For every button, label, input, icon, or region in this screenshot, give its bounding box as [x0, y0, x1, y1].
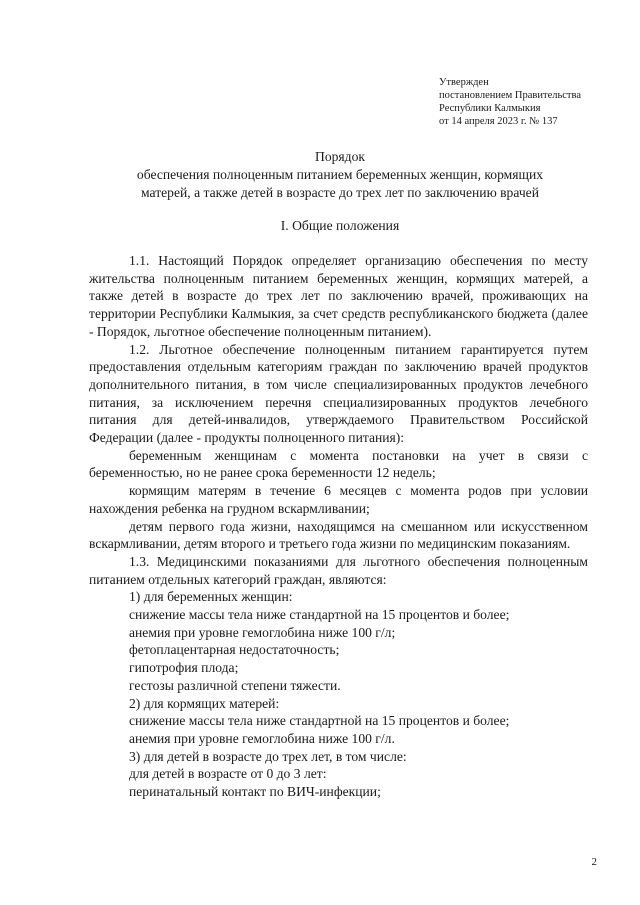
approval-line-1: Утвержден	[439, 77, 489, 88]
list-item: анемия при уровне гемоглобина ниже 100 г/л.	[129, 730, 395, 746]
list-item: гипотрофия плода;	[129, 660, 239, 676]
list-item: детям первого года жизни, находящимся на смешанном или искусственном вскармливании, детям второго и третьего года жизни по медицинским показаниям.	[89, 518, 588, 552]
list-item: 2) для кормящих матерей:	[129, 695, 280, 711]
list-item: снижение массы тела ниже стандартной на 15 процентов и более;	[129, 713, 510, 729]
document-title	[60, 148, 620, 202]
approval-line-4: от 14 апреля 2023 г. № 137	[439, 116, 558, 127]
approval-line-2: постановлением Правительства	[439, 90, 582, 101]
paragraph-1-1: 1.1. Настоящий Порядок определяет организацию обеспечения по месту жительства полноценным питанием беременных женщин, кормящих матерей, а также детей в возрасте до трех лет по заключению врачей, проживающих на территории Республики Калмыкия, за счет средств республиканского бюджета (далее - Порядок, льготное обеспечение полноценным питанием).	[89, 253, 588, 339]
list-item: кормящим матерям в течение 6 месяцев с момента родов при условии нахождения ребенка на грудном вскармливании;	[89, 483, 588, 516]
approval-line-3: Республики Калмыкия	[439, 103, 541, 114]
list-item: анемия при уровне гемоглобина ниже 100 г/л;	[129, 624, 396, 640]
list-item: снижение массы тела ниже стандартной на 15 процентов и более;	[129, 607, 510, 623]
list-item: гестозы различной степени тяжести.	[129, 677, 341, 693]
title-heading: Порядок	[315, 149, 365, 164]
list-item: 3) для детей в возрасте до трех лет, в том числе:	[129, 748, 407, 764]
section-heading: I. Общие положения	[280, 218, 400, 233]
title-line-2: матерей, а также детей в возрасте до трех лет по заключению врачей	[141, 185, 539, 200]
paragraph-1-2: 1.2. Льготное обеспечение полноценным питанием гарантируется путем предоставления отдельным категориям граждан по заключению врачей продуктов дополнительного питания, в том числе специализированных продуктов лечебного питания, за исключением перечня специализированных продуктов лечебного питания для детей-инвалидов, утверждаемого Правительством Российской Федерации (далее - продукты полноценного питания):	[89, 341, 588, 446]
paragraph-1-3: 1.3. Медицинскими показаниями для льготного обеспечения полноценным питанием отдельных категорий граждан, являются:	[89, 553, 588, 587]
title-line-1: обеспечения полноценным питанием беременных женщин, кормящих	[136, 167, 544, 182]
document-body	[89, 252, 588, 801]
list-item: перинатальный контакт по ВИЧ-инфекции;	[129, 784, 381, 800]
list-item: беременным женщинам с момента постановки на учет в связи с беременностью, но не ранее срока беременности 12 недель;	[89, 447, 588, 481]
approval-stamp	[439, 76, 629, 128]
page-number: 2	[591, 856, 597, 868]
list-item: для детей в возрасте от 0 до 3 лет:	[129, 766, 327, 782]
list-item: фетоплацентарная недостаточность;	[129, 642, 340, 658]
list-item: 1) для беременных женщин:	[129, 589, 293, 605]
